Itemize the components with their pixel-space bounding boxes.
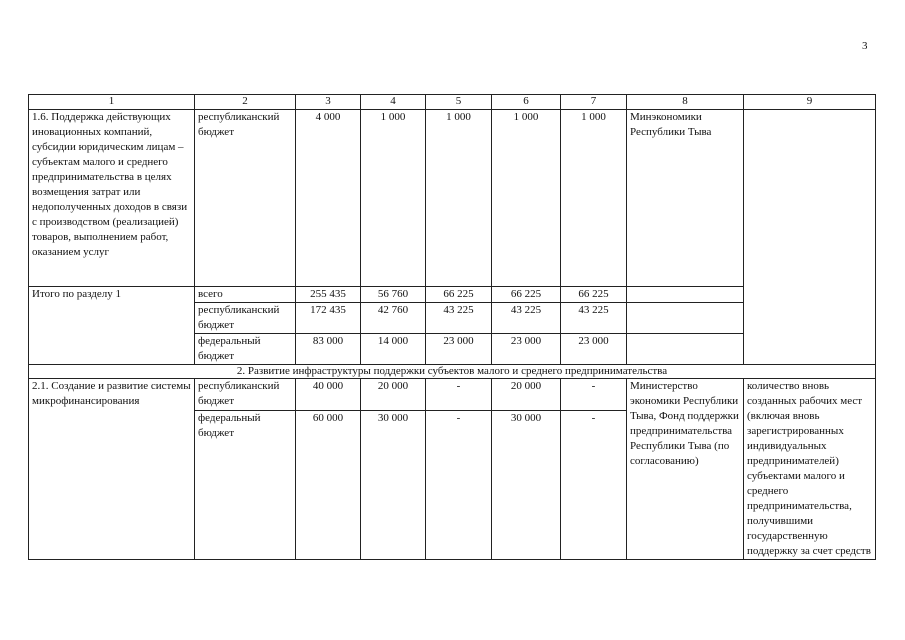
value-cell: 14 000 [361, 334, 426, 365]
value-cell: 30 000 [492, 410, 561, 559]
funding-source: республиканский бюджет [195, 110, 296, 287]
column-header: 9 [744, 95, 876, 110]
responsible-executor: Министерство экономики Республики Тыва, Фонд поддержки предпринимательства Республики Тыва (по согласованию) [627, 379, 744, 560]
value-cell: 172 435 [296, 303, 361, 334]
value-cell: 1 000 [561, 110, 627, 287]
value-cell: 83 000 [296, 334, 361, 365]
funding-source: федеральный бюджет [195, 410, 296, 559]
column-number-row [29, 95, 876, 110]
value-cell: - [561, 410, 627, 559]
value-cell: 43 225 [492, 303, 561, 334]
responsible-executor [627, 334, 744, 365]
value-cell: 60 000 [296, 410, 361, 559]
value-cell: 40 000 [296, 379, 361, 411]
column-header: 3 [296, 95, 361, 110]
table-row-2-1-regional [29, 379, 876, 411]
funding-source: федеральный бюджет [195, 334, 296, 365]
column-header: 8 [627, 95, 744, 110]
program-activities-table [28, 94, 876, 560]
value-cell: - [426, 379, 492, 411]
page-number: 3 [862, 40, 868, 52]
column-header: 4 [361, 95, 426, 110]
column-header: 2 [195, 95, 296, 110]
value-cell: 1 000 [361, 110, 426, 287]
value-cell: 66 225 [492, 287, 561, 303]
column-header: 6 [492, 95, 561, 110]
value-cell: 30 000 [361, 410, 426, 559]
value-cell: 43 225 [426, 303, 492, 334]
value-cell: 23 000 [492, 334, 561, 365]
funding-source: всего [195, 287, 296, 303]
value-cell: - [426, 410, 492, 559]
value-cell: 66 225 [561, 287, 627, 303]
value-cell: 20 000 [492, 379, 561, 411]
value-cell: 56 760 [361, 287, 426, 303]
value-cell: 43 225 [561, 303, 627, 334]
value-cell: 23 000 [426, 334, 492, 365]
value-cell: 20 000 [361, 379, 426, 411]
table-row-1-6 [29, 110, 876, 287]
total-label: Итого по разделу 1 [29, 287, 195, 365]
value-cell: 1 000 [426, 110, 492, 287]
indicator-cell: количество вновь созданных рабочих мест (включая вновь зарегистрированных индивидуальных предпринимателей) субъектами малого и среднего предпринимательства, получившими государственную поддержку за счет средств [744, 379, 876, 560]
value-cell: 66 225 [426, 287, 492, 303]
indicator-cell [744, 110, 876, 365]
value-cell: 4 000 [296, 110, 361, 287]
responsible-executor: Минэкономики Республики Тыва [627, 110, 744, 287]
column-header: 5 [426, 95, 492, 110]
responsible-executor [627, 287, 744, 303]
value-cell: 255 435 [296, 287, 361, 303]
funding-source: республиканский бюджет [195, 379, 296, 411]
value-cell: 1 000 [492, 110, 561, 287]
value-cell: 23 000 [561, 334, 627, 365]
value-cell: - [561, 379, 627, 411]
section-2-row [29, 365, 876, 379]
value-cell: 42 760 [361, 303, 426, 334]
funding-source: республиканский бюджет [195, 303, 296, 334]
responsible-executor [627, 303, 744, 334]
section-title: 2. Развитие инфраструктуры поддержки субъектов малого и среднего предпринимательства [29, 365, 876, 379]
activity-name: 2.1. Создание и развитие системы микрофинансирования [29, 379, 195, 560]
column-header: 7 [561, 95, 627, 110]
activity-name: 1.6. Поддержка действующих иновационных компаний, субсидии юридическим лицам – субъектам малого и среднего предпринимательства в целях возмещения затрат или недополученных доходов в связи с производством (реализацией) товаров, выполнением работ, оказанием услуг [29, 110, 195, 287]
column-header: 1 [29, 95, 195, 110]
